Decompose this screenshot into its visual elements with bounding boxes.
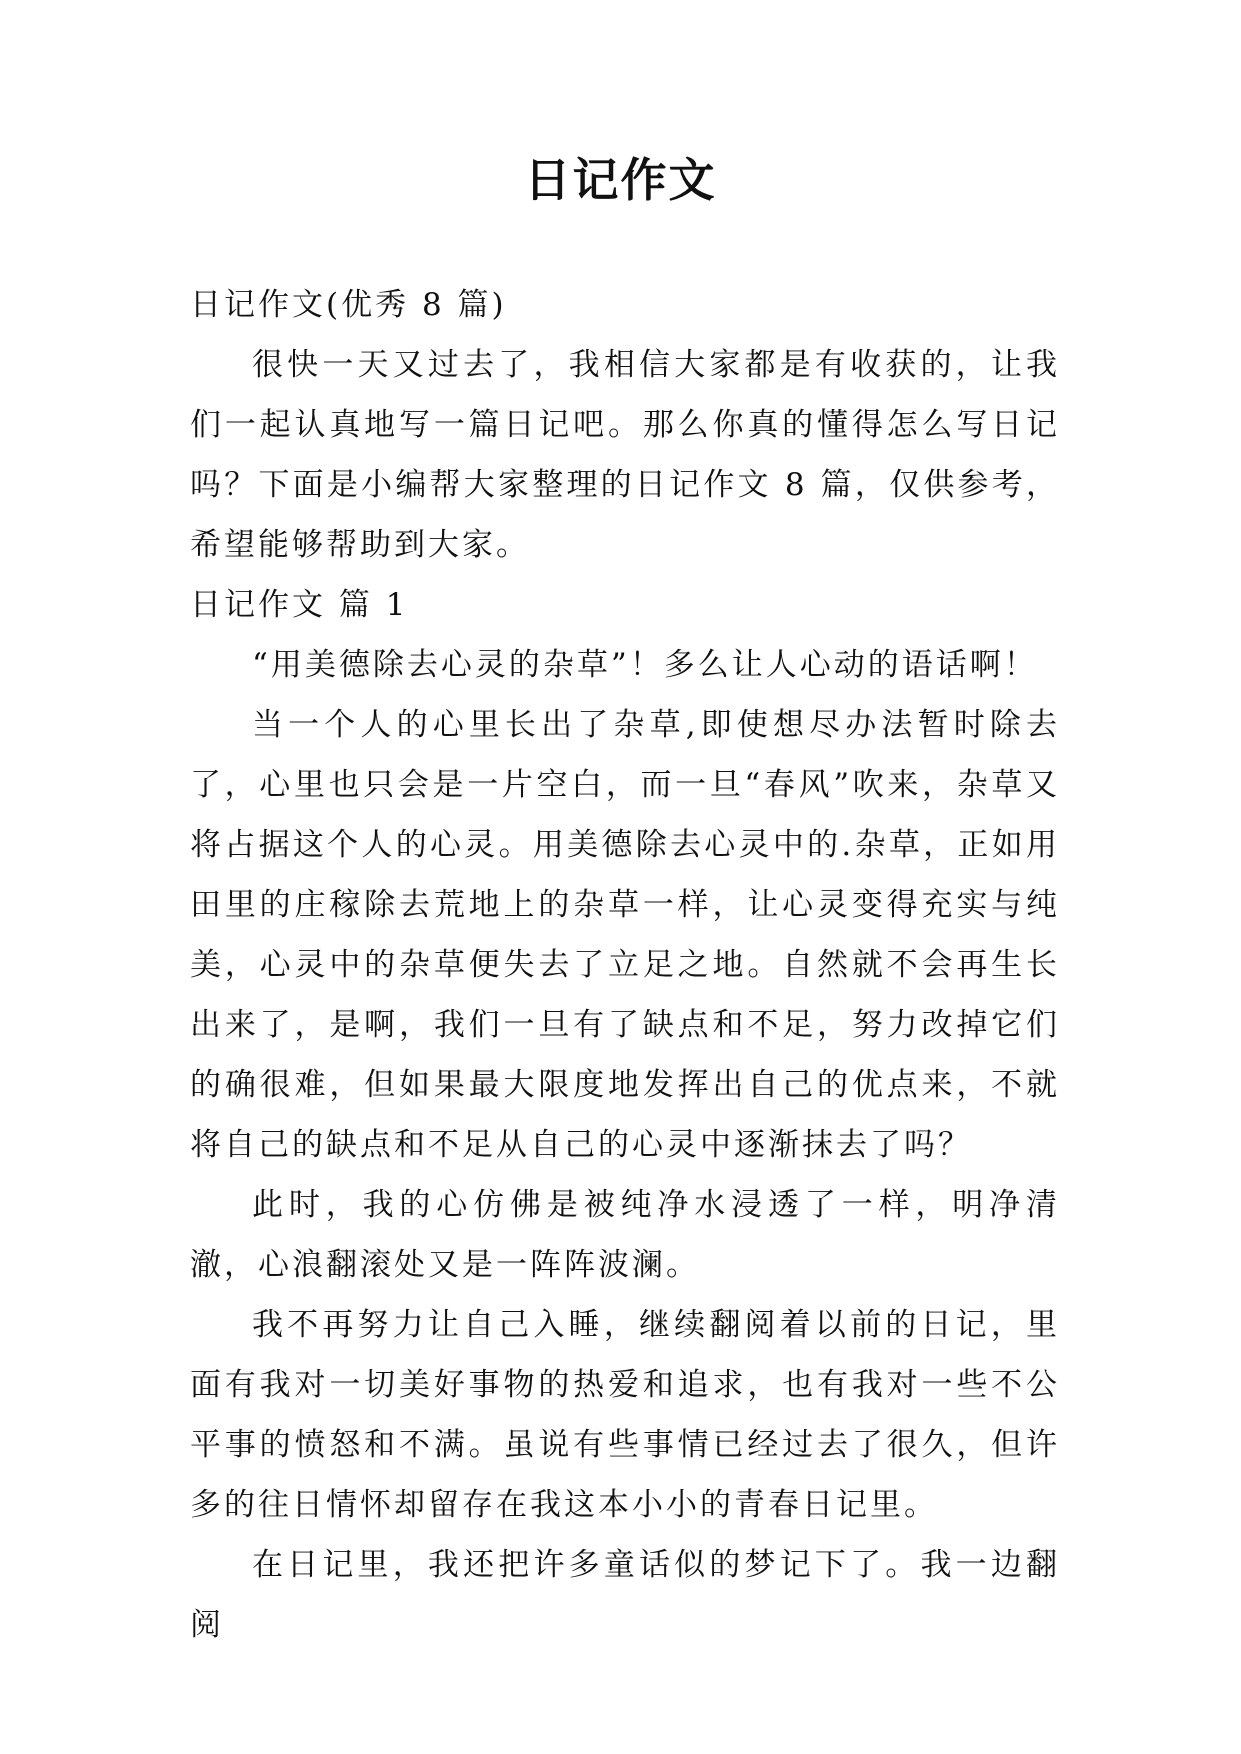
section-heading: 日记作文 篇 1: [190, 587, 409, 623]
body-paragraph: 我不再努力让自己入睡，继续翻阅着以前的日记，里面有我对一切美好事物的热爱和追求，也有我对一些不公平事的愤怒和不满。虽说有些事情已经过去了很久，但许多的往日情怀却留存在我这本小小的青春日记里。: [190, 1307, 1060, 1523]
body-paragraph: 此时，我的心仿佛是被纯净水浸透了一样，明净清澈，心浪翻滚处又是一阵阵波澜。: [190, 1187, 1060, 1283]
intro-paragraph: 很快一天又过去了，我相信大家都是有收获的，让我们一起认真地写一篇日记吧。那么你真的懂得怎么写日记吗？下面是小编帮大家整理的日记作文 8 篇，仅供参考，希望能够帮助到大家。: [190, 347, 1060, 563]
body-paragraph: “用美德除去心灵的杂草”！多么让人心动的语话啊！: [252, 647, 1038, 683]
body-paragraph: 当一个人的心里长出了杂草,即使想尽办法暂时除去了，心里也只会是一片空白，而一旦“春风”吹来，杂草又将占据这个人的心灵。用美德除去心灵中的.杂草，正如用田里的庄稼除去荒地上的杂草一样，让心灵变得充实与纯美，心灵中的杂草便失去了立足之地。自然就不会再生长出来了，是啊，我们一旦有了缺点和不足，努力改掉它们的确很难，但如果最大限度地发挥出自己的优点来，不就将自己的缺点和不足从自己的心灵中逐渐抹去了吗？: [190, 707, 1060, 1163]
document-subtitle: 日记作文(优秀 8 篇): [190, 287, 507, 323]
document-body: [190, 275, 1060, 1655]
body-paragraph: 在日记里，我还把许多童话似的梦记下了。我一边翻阅: [190, 1547, 1060, 1643]
document-title: 日记作文: [524, 153, 717, 207]
